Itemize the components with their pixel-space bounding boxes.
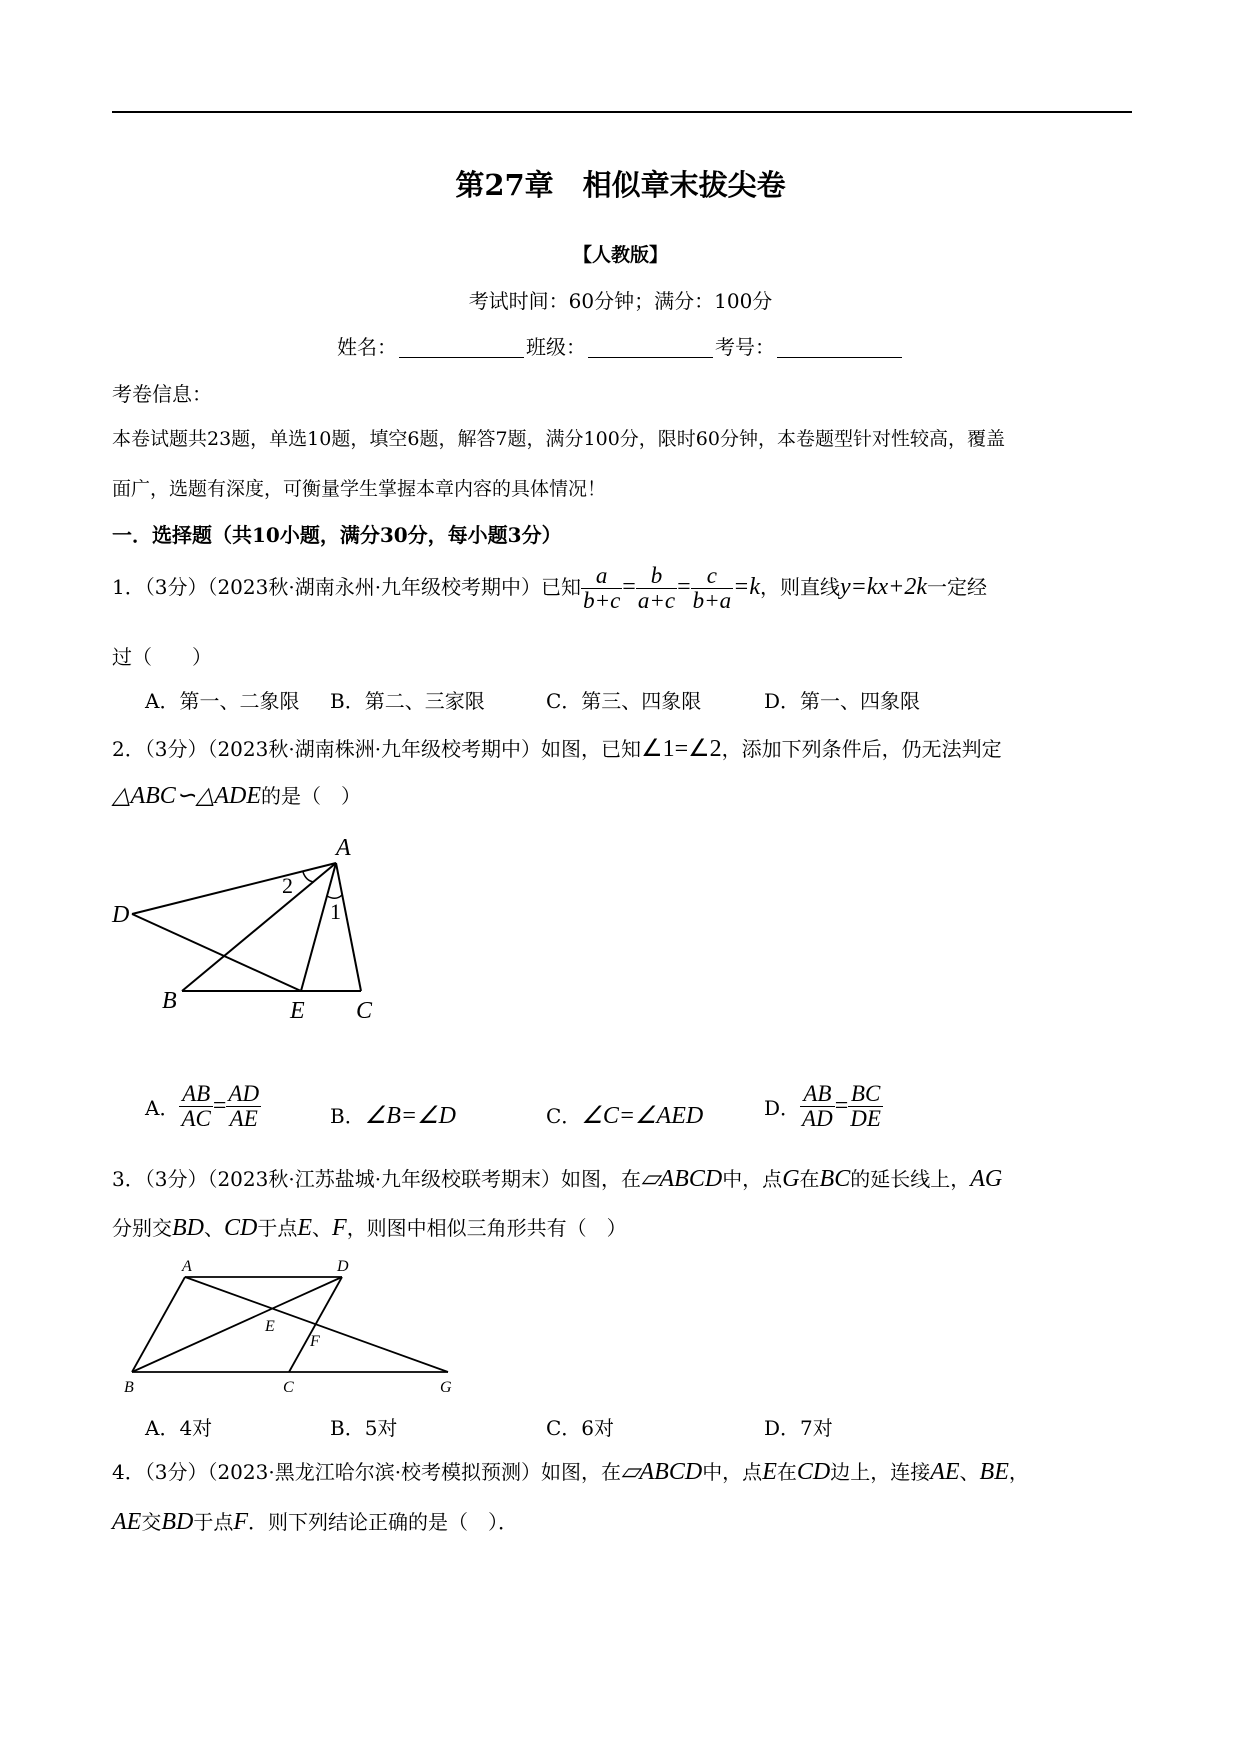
q3-seg-ag <box>185 1277 448 1372</box>
q2-label-1: 1 <box>330 899 341 924</box>
q2-option-a[interactable]: A． $\frac{AB}{AC}$ = $\frac{AD}{AE}$ <box>145 1081 260 1132</box>
q3-label-d: D <box>337 1258 349 1275</box>
class-blank[interactable] <box>588 339 713 358</box>
q2-label-a: A <box>336 835 351 861</box>
q1-suffix: 一定经 <box>927 575 988 600</box>
q4-shape: ▱ABCD <box>621 1459 703 1485</box>
q1-frac-3: $\frac{c}{b+a}$ <box>692 563 732 614</box>
q1-line-eq: y=kx+2k <box>840 574 928 601</box>
q1-option-c[interactable]: C．第三、四象限 <box>546 689 702 713</box>
info-line-2: 面广，选题有深度，可衡量学生掌握本章内容的具体情况！ <box>112 478 607 500</box>
q1-mid: ，则直线 <box>760 575 841 600</box>
q4-stem-cont: AE交BD于点F．则下列结论正确的是（ ）． <box>112 1509 518 1535</box>
q1-option-b[interactable]: B．第二、三家限 <box>330 689 485 713</box>
q1-prefix: 1．（3分）（2023秋·湖南永州·九年级校考期中）已知 <box>112 575 582 600</box>
exam-time: 考试时间：60分钟；满分：100分 <box>468 289 773 313</box>
q2-label-2: 2 <box>282 873 293 898</box>
id-blank[interactable] <box>777 339 902 358</box>
q2-stem-cont <box>112 780 361 810</box>
name-label: 姓名： <box>337 335 397 359</box>
edition-label: 【人教版】 <box>572 244 668 266</box>
q2-suffix: ，添加下列条件后，仍无法判定 <box>721 737 1002 761</box>
q2-angle-1-arc <box>327 895 342 898</box>
info-heading: 考卷信息： <box>112 382 212 406</box>
section1-heading: 一．选择题（共10小题，满分30分，每小题3分） <box>112 523 562 547</box>
page-title: 第27章 相似章末拔尖卷 <box>455 168 786 202</box>
q2-figure <box>100 825 400 1025</box>
q3-stem: 3．（3分）（2023秋·江苏盐城·九年级校联考期末）如图，在▱ABCD中，点G在BC的延长线上，AG <box>112 1166 1003 1192</box>
q2-seg-ae <box>301 863 336 991</box>
q2-seg-ac <box>336 863 361 991</box>
q3-label-f: F <box>310 1333 320 1350</box>
q2-prefix: 2．（3分）（2023秋·湖南株洲·九年级校考期中）如图，已知 <box>112 737 642 761</box>
name-blank[interactable] <box>399 339 524 358</box>
q1-frac-2: $\frac{b}{a+c}$ <box>637 563 676 614</box>
id-label: 考号： <box>715 335 775 359</box>
q2-label-e: E <box>290 998 305 1024</box>
class-label: 班级： <box>526 335 586 359</box>
q2-angles: ∠1=∠2 <box>641 736 722 762</box>
q2-similar: △ABC∽△ADE <box>112 783 262 809</box>
q3-label-a: A <box>182 1258 192 1275</box>
q2-label-b: B <box>162 988 177 1014</box>
q1-stem-cont: 过（ ） <box>112 645 212 669</box>
q3-stem-cont: 分别交BD、CD于点E、F，则图中相似三角形共有（ ） <box>112 1215 627 1241</box>
q2-opt-a-frac-1: $\frac{AB}{AC}$ <box>181 1081 211 1132</box>
q2-stem <box>112 733 1002 763</box>
q1-stem: 1．（3分）（2023秋·湖南永州·九年级校考期中）已知 $\frac{a}{b+c}$ = $\frac{b}{a+c}$ = $\frac{c}{b+a}$ =k，则直线y=kx+2k一定经 <box>112 563 988 614</box>
q3-figure <box>110 1250 470 1400</box>
q2-opt-a-frac-2: $\frac{AD}{AE}$ <box>228 1081 260 1132</box>
info-line-1: 本卷试题共23题，单选10题，填空6题，解答7题，满分100分，限时60分钟，本卷题型针对性较高，覆盖 <box>112 428 1005 450</box>
q3-option-a[interactable]: A．4对 <box>145 1416 213 1440</box>
q1-option-d[interactable]: D．第一、四象限 <box>764 689 921 713</box>
q3-option-c[interactable]: C．6对 <box>546 1416 615 1440</box>
student-info-line <box>0 331 1241 360</box>
q3-label-c: C <box>283 1379 294 1396</box>
q2-opt-d-frac-1: $\frac{AB}{AD}$ <box>802 1081 833 1132</box>
q2-option-c[interactable]: C．∠C=∠AED <box>546 1103 704 1129</box>
q2-opt-d-frac-2: $\frac{BC}{DE}$ <box>850 1081 881 1132</box>
q2-opt-c-expr: ∠C=∠AED <box>581 1103 704 1129</box>
q3-shape: ▱ABCD <box>641 1166 723 1192</box>
q2-option-d[interactable]: D． $\frac{AB}{AD}$ = $\frac{BC}{DE}$ <box>764 1081 881 1132</box>
q2-angle-2-arc <box>303 872 314 882</box>
q1-frac-1: $\frac{a}{b+c}$ <box>583 563 621 614</box>
q2-end: 的是（ ） <box>261 784 362 808</box>
q3-label-g: G <box>440 1379 452 1396</box>
q1-eq-k: =k <box>733 574 761 601</box>
q2-option-b[interactable]: B．∠B=∠D <box>330 1103 456 1129</box>
q3-option-d[interactable]: D．7对 <box>764 1416 833 1440</box>
q4-stem: 4．（3分）（2023·黑龙江哈尔滨·校考模拟预测）如图，在▱ABCD中，点E在CD边上，连接AE、BE， <box>112 1459 1029 1485</box>
q2-label-d: D <box>112 902 130 928</box>
q2-opt-b-expr: ∠B=∠D <box>364 1103 456 1129</box>
q3-label-b: B <box>124 1379 134 1396</box>
q3-label-e: E <box>265 1318 275 1335</box>
q2-label-c: C <box>356 998 373 1024</box>
q3-seg-bd <box>132 1277 342 1372</box>
q3-option-b[interactable]: B．5对 <box>330 1416 398 1440</box>
q2-seg-de <box>132 914 301 991</box>
q1-option-a[interactable]: A．第一、二象限 <box>145 689 300 713</box>
q3-seg-ab <box>132 1277 185 1372</box>
header-rule <box>112 111 1132 113</box>
